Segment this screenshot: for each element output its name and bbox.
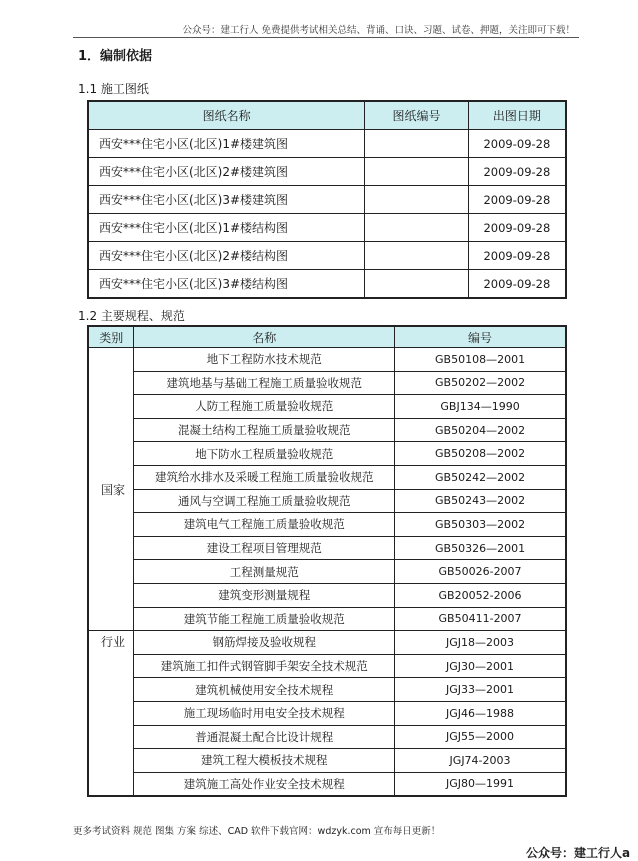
drawing-name: 西安***住宅小区(北区)1#楼建筑图 xyxy=(88,130,365,158)
table-row xyxy=(88,442,566,466)
standard-code: GB50108—2001 xyxy=(395,348,566,372)
drawing-number xyxy=(365,214,469,242)
standard-name: 建筑机械使用安全技术规程 xyxy=(134,678,395,702)
standard-code: JGJ33—2001 xyxy=(395,678,566,702)
standard-code: JGJ74-2003 xyxy=(395,749,566,773)
table-row xyxy=(88,654,566,678)
column-header: 编号 xyxy=(395,326,566,348)
footer-brand: 公众号：建工行人a xyxy=(526,846,631,860)
standard-name: 建筑施工扣件式钢管脚手架安全技术规范 xyxy=(134,654,395,678)
table-row xyxy=(88,607,566,631)
standard-name: 建筑施工高处作业安全技术规程 xyxy=(134,772,395,796)
standard-name: 地下防水工程质量验收规范 xyxy=(134,442,395,466)
standards-table xyxy=(87,325,567,797)
table-row xyxy=(88,725,566,749)
drawing-number xyxy=(365,130,469,158)
column-header: 类别 xyxy=(88,326,134,348)
standard-code: GB50303—2002 xyxy=(395,513,566,537)
standard-name: 地下工程防水技术规范 xyxy=(134,348,395,372)
standard-code: GB50326—2001 xyxy=(395,536,566,560)
standard-name: 建筑电气工程施工质量验收规范 xyxy=(134,513,395,537)
subsection-title-drawings: 1.1 施工图纸 xyxy=(78,82,149,96)
column-header: 图纸编号 xyxy=(365,101,469,130)
standard-code: GB50243—2002 xyxy=(395,489,566,513)
drawing-name: 西安***住宅小区(北区)2#楼建筑图 xyxy=(88,158,365,186)
standards-header-row xyxy=(88,326,566,348)
table-row xyxy=(88,418,566,442)
drawing-date: 2009-09-28 xyxy=(468,270,566,299)
table-row xyxy=(88,631,566,655)
drawing-date: 2009-09-28 xyxy=(468,186,566,214)
table-row xyxy=(88,130,566,158)
drawings-header-row xyxy=(88,101,566,130)
drawing-date: 2009-09-28 xyxy=(468,242,566,270)
standard-name: 通风与空调工程施工质量验收规范 xyxy=(134,489,395,513)
standard-code: JGJ55—2000 xyxy=(395,725,566,749)
standard-name: 建筑地基与基础工程施工质量验收规范 xyxy=(134,371,395,395)
column-header: 名称 xyxy=(134,326,395,348)
table-row xyxy=(88,749,566,773)
standard-code: JGJ80—1991 xyxy=(395,772,566,796)
standard-code: GB20052-2006 xyxy=(395,583,566,607)
column-header: 图纸名称 xyxy=(88,101,365,130)
standard-code: GB50411-2007 xyxy=(395,607,566,631)
standard-name: 普通混凝土配合比设计规程 xyxy=(134,725,395,749)
standard-code: GBJ134—1990 xyxy=(395,395,566,419)
drawing-number xyxy=(365,242,469,270)
standard-name: 建筑节能工程施工质量验收规范 xyxy=(134,607,395,631)
drawings-table xyxy=(87,100,567,299)
standard-code: GB50208—2002 xyxy=(395,442,566,466)
standard-name: 建筑变形测量规程 xyxy=(134,583,395,607)
table-row xyxy=(88,158,566,186)
table-row xyxy=(88,583,566,607)
table-row xyxy=(88,465,566,489)
drawing-name: 西安***住宅小区(北区)3#楼建筑图 xyxy=(88,186,365,214)
table-row xyxy=(88,560,566,584)
drawing-number xyxy=(365,186,469,214)
category-label: 国家 xyxy=(101,482,126,497)
header-divider xyxy=(73,37,579,38)
standard-code: GB50242—2002 xyxy=(395,465,566,489)
standard-name: 建筑给水排水及采暖工程施工质量验收规范 xyxy=(134,465,395,489)
standard-code: JGJ30—2001 xyxy=(395,654,566,678)
drawing-date: 2009-09-28 xyxy=(468,158,566,186)
table-row xyxy=(88,701,566,725)
table-row xyxy=(88,214,566,242)
category-industry xyxy=(88,631,134,797)
standard-code: GB50204—2002 xyxy=(395,418,566,442)
footer-note: 更多考试资料 规范 图集 方案 综述、CAD 软件下载官网：wdzyk.com 宣布每日更新！ xyxy=(73,826,441,837)
standard-name: 施工现场临时用电安全技术规程 xyxy=(134,701,395,725)
drawing-name: 西安***住宅小区(北区)2#楼结构图 xyxy=(88,242,365,270)
standard-name: 混凝土结构工程施工质量验收规范 xyxy=(134,418,395,442)
standard-name: 建设工程项目管理规范 xyxy=(134,536,395,560)
drawing-date: 2009-09-28 xyxy=(468,214,566,242)
standard-name: 人防工程施工质量验收规范 xyxy=(134,395,395,419)
table-row xyxy=(88,513,566,537)
table-row xyxy=(88,348,566,372)
column-header: 出图日期 xyxy=(468,101,566,130)
section-title: 1．编制依据 xyxy=(78,49,153,64)
header-note: 公众号：建工行人 免费提供考试相关总结、背诵、口诀、习题、试卷、押题，关注即可下载！ xyxy=(182,25,575,36)
standard-code: JGJ46—1988 xyxy=(395,701,566,725)
standard-code: GB50026-2007 xyxy=(395,560,566,584)
category-national xyxy=(88,348,134,631)
table-row xyxy=(88,371,566,395)
drawing-date: 2009-09-28 xyxy=(468,130,566,158)
table-row xyxy=(88,489,566,513)
table-row xyxy=(88,536,566,560)
standard-code: GB50202—2002 xyxy=(395,371,566,395)
standard-name: 建筑工程大模板技术规程 xyxy=(134,749,395,773)
table-row xyxy=(88,395,566,419)
subsection-title-standards: 1.2 主要规程、规范 xyxy=(78,309,185,323)
table-row xyxy=(88,242,566,270)
table-row xyxy=(88,678,566,702)
standard-name: 工程测量规范 xyxy=(134,560,395,584)
drawing-name: 西安***住宅小区(北区)1#楼结构图 xyxy=(88,214,365,242)
drawing-name: 西安***住宅小区(北区)3#楼结构图 xyxy=(88,270,365,299)
table-row xyxy=(88,772,566,796)
standard-name: 钢筋焊接及验收规程 xyxy=(134,631,395,655)
category-label: 行业 xyxy=(101,635,126,650)
drawing-number xyxy=(365,158,469,186)
table-row xyxy=(88,186,566,214)
table-row xyxy=(88,270,566,299)
standard-code: JGJ18—2003 xyxy=(395,631,566,655)
drawing-number xyxy=(365,270,469,299)
